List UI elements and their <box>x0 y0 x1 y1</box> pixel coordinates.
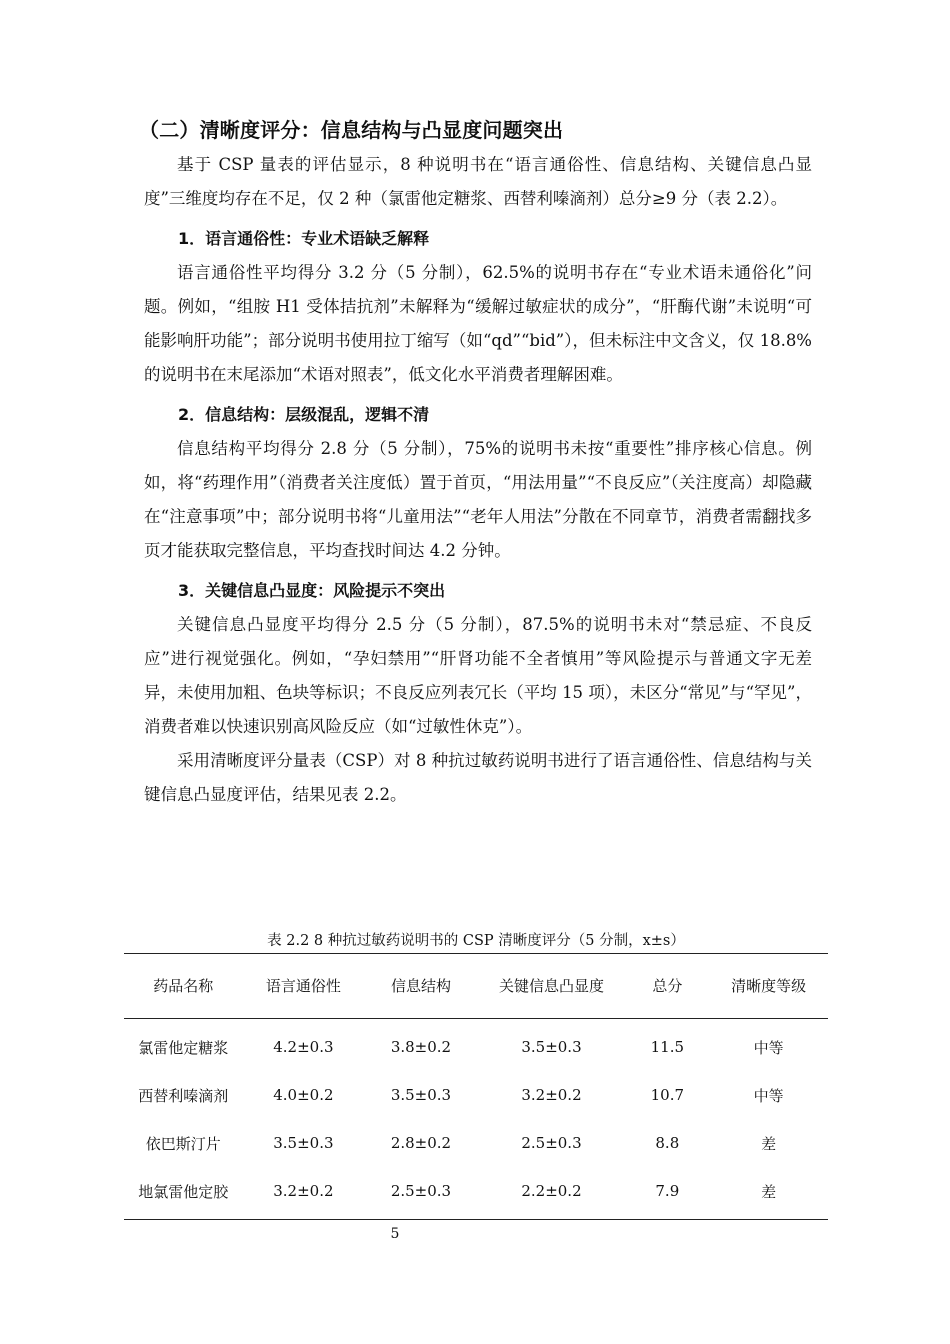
page-number: 5 <box>390 1226 400 1242</box>
table-row <box>124 1119 828 1167</box>
header-language: 语言通俗性 <box>265 977 341 995</box>
subsection-body-structure: 信息结构平均得分 2.8 分（5 分制），75%的说明书未按“重要性”排序核心信息。例如，将“药理作用”（消费者关注度低）置于首页，“用法用量”“不良反应”（关注度高）却隐藏在“注意事项”中；部分说明书将“儿童用法”“老年人用法”分散在不同章节，消费者需翻找多页才能获取完整信息，平均查找时间达 4.2 分钟。 <box>144 439 812 560</box>
subsection-body-salience: 关键信息凸显度平均得分 2.5 分（5 分制），87.5%的说明书未对“禁忌症、不良反应”进行视觉强化。例如，“孕妇禁用”“肝肾功能不全者慎用”等风险提示与普通文字无差异，未使用加粗、色块等标识；不良反应列表冗长（平均 15 项），未区分“常见”与“罕见”，消费者难以快速识别高风险反应（如“过敏性休克”）。 <box>144 615 812 736</box>
table-row <box>124 1019 828 1072</box>
cell-salience: 2.5±0.3 <box>521 1134 582 1152</box>
cell-total: 10.7 <box>650 1086 685 1104</box>
header-grade: 清晰度等级 <box>731 977 807 995</box>
subsection-heading-language: 1．语言通俗性：专业术语缺乏解释 <box>178 229 430 248</box>
cell-language: 4.0±0.2 <box>273 1086 334 1104</box>
cell-language: 4.2±0.3 <box>273 1038 334 1056</box>
cell-drug-name: 依巴斯汀片 <box>145 1134 221 1153</box>
table-header-row <box>124 954 828 1019</box>
cell-structure: 3.5±0.3 <box>390 1086 452 1104</box>
cell-total: 7.9 <box>655 1182 680 1200</box>
cell-salience: 3.5±0.3 <box>521 1038 582 1056</box>
cell-salience: 2.2±0.2 <box>521 1182 582 1200</box>
header-drug-name: 药品名称 <box>153 977 214 995</box>
closing-paragraph: 采用清晰度评分量表（CSP）对 8 种抗过敏药说明书进行了语言通俗性、信息结构与关键信息凸显度评估，结果见表 2.2。 <box>144 751 812 804</box>
csp-score-table <box>124 953 828 1220</box>
subsection-heading-salience: 3．关键信息凸显度：风险提示不突出 <box>178 581 446 600</box>
cell-structure: 2.5±0.3 <box>390 1182 452 1200</box>
table-caption: 表 2.2 8 种抗过敏药说明书的 CSP 清晰度评分（5 分制，x±s） <box>267 933 685 949</box>
cell-structure: 2.8±0.2 <box>390 1134 452 1152</box>
cell-drug-name: 地氯雷他定胶 <box>138 1182 229 1201</box>
table-row <box>124 1167 828 1220</box>
cell-grade: 中等 <box>753 1086 784 1105</box>
header-structure: 信息结构 <box>390 977 451 995</box>
cell-total: 8.8 <box>655 1134 680 1152</box>
cell-drug-name: 西替利嗪滴剂 <box>138 1086 229 1105</box>
cell-total: 11.5 <box>650 1038 685 1056</box>
cell-grade: 差 <box>761 1134 777 1153</box>
subsection-body-language: 语言通俗性平均得分 3.2 分（5 分制），62.5%的说明书存在“专业术语未通俗化”问题。例如，“组胺 H1 受体拮抗剂”未解释为“缓解过敏症状的成分”，“肝酶代谢”未说明“可能影响肝功能”；部分说明书使用拉丁缩写（如“qd”“bid”），但未标注中文含义，仅 18.8%的说明书在末尾添加“术语对照表”，低文化水平消费者理解困难。 <box>144 263 812 384</box>
cell-grade: 差 <box>761 1182 777 1201</box>
section-heading: （二）清晰度评分：信息结构与凸显度问题突出 <box>139 118 564 142</box>
cell-drug-name: 氯雷他定糖浆 <box>138 1038 229 1057</box>
header-salience: 关键信息凸显度 <box>498 977 604 995</box>
cell-language: 3.5±0.3 <box>273 1134 334 1152</box>
intro-paragraph: 基于 CSP 量表的评估显示，8 种说明书在“语言通俗性、信息结构、关键信息凸显度”三维度均存在不足，仅 2 种（氯雷他定糖浆、西替利嗪滴剂）总分≥9 分（表 2.2）。 <box>144 155 812 208</box>
cell-language: 3.2±0.2 <box>273 1182 334 1200</box>
header-total: 总分 <box>652 977 683 995</box>
page-content <box>139 112 812 812</box>
cell-structure: 3.8±0.2 <box>390 1038 452 1056</box>
subsection-heading-structure: 2．信息结构：层级混乱，逻辑不清 <box>178 405 430 424</box>
cell-grade: 中等 <box>753 1038 784 1057</box>
table-row <box>124 1071 828 1119</box>
cell-salience: 3.2±0.2 <box>521 1086 582 1104</box>
